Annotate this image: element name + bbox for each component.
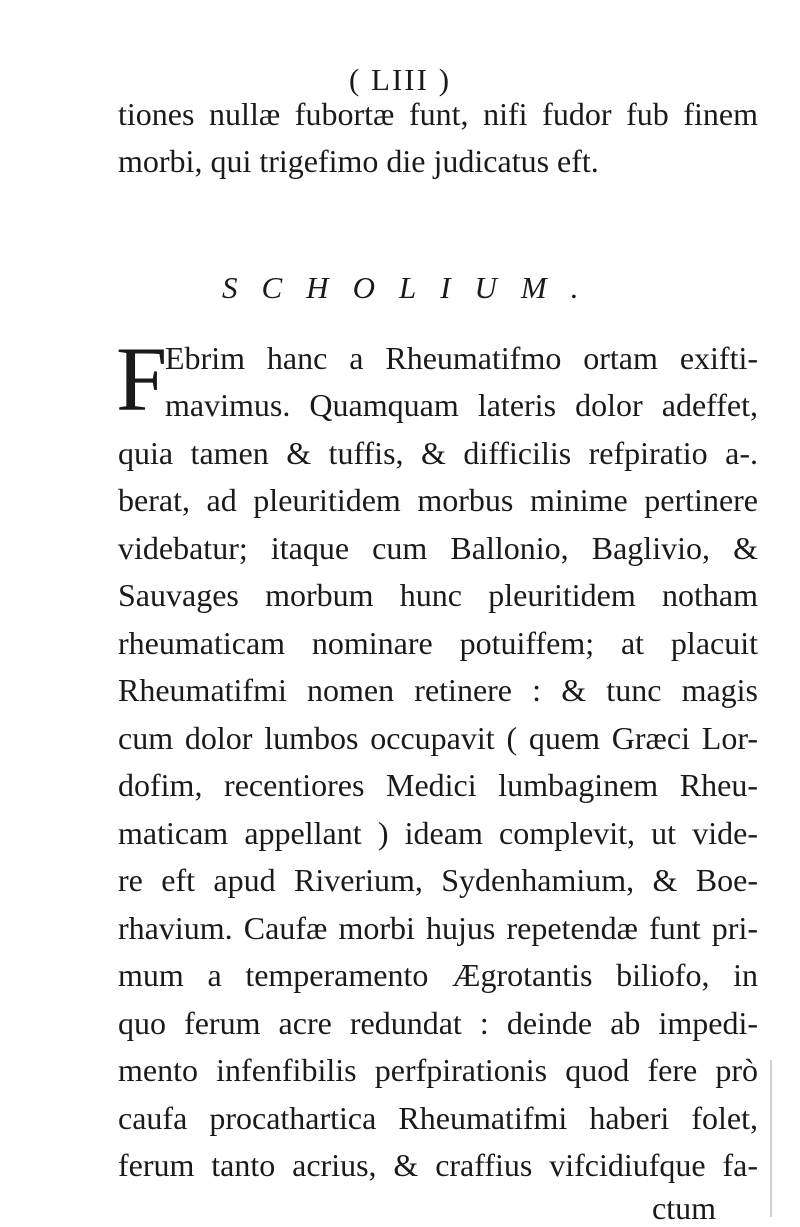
page-number-header: ( LIII ) — [348, 62, 452, 97]
text-line: morbi, qui trigefimo die judicatus eft. — [118, 143, 599, 179]
text-line: dofim, recentiores Medici lumbaginem Rheu- — [118, 767, 758, 803]
text-line: rhavium. Caufæ morbi hujus repetendæ funt pri- — [118, 910, 758, 946]
text-line: quia tamen & tuffis, & difficilis refpiratio a-. — [118, 435, 758, 471]
drop-capital: F — [116, 328, 168, 430]
text-line: tiones nullæ fubortæ funt, nifi fudor fub finem — [118, 96, 758, 132]
text-line: re eft apud Riverium, Sydenhamium, & Boe- — [118, 862, 758, 898]
page-edge-shadow — [770, 1060, 772, 1217]
text-line: videbatur; itaque cum Ballonio, Baglivio, & — [118, 530, 758, 566]
section-title: SCHOLIUM. — [222, 270, 603, 305]
text-line: maticam appellant ) ideam complevit, ut vide- — [118, 815, 758, 851]
text-line: cum dolor lumbos occupavit ( quem Græci Lor- — [118, 720, 758, 756]
text-line: quo ferum acre redundat : deinde ab impedi- — [118, 1005, 758, 1041]
text-line: rheumaticam nominare potuiffem; at placuit — [118, 625, 758, 661]
text-line: berat, ad pleuritidem morbus minime pertinere — [118, 482, 758, 518]
text-line: mavimus. Quamquam lateris dolor adeffet, — [165, 387, 758, 423]
catchword: ctum — [652, 1190, 716, 1226]
text-line: Sauvages morbum hunc pleuritidem notham — [118, 577, 758, 613]
text-line: caufa procathartica Rheumatifmi haberi folet, — [118, 1100, 758, 1136]
text-line: mum a temperamento Ægrotantis biliofo, in — [118, 957, 758, 993]
text-line: ferum tanto acrius, & craffius vifcidiufque fa- — [118, 1147, 758, 1183]
text-line: mento infenfibilis perfpirationis quod fere prò — [118, 1052, 758, 1088]
text-line: Ebrim hanc a Rheumatifmo ortam exifti- — [165, 340, 758, 376]
text-line: Rheumatifmi nomen retinere : & tunc magis — [118, 672, 758, 708]
